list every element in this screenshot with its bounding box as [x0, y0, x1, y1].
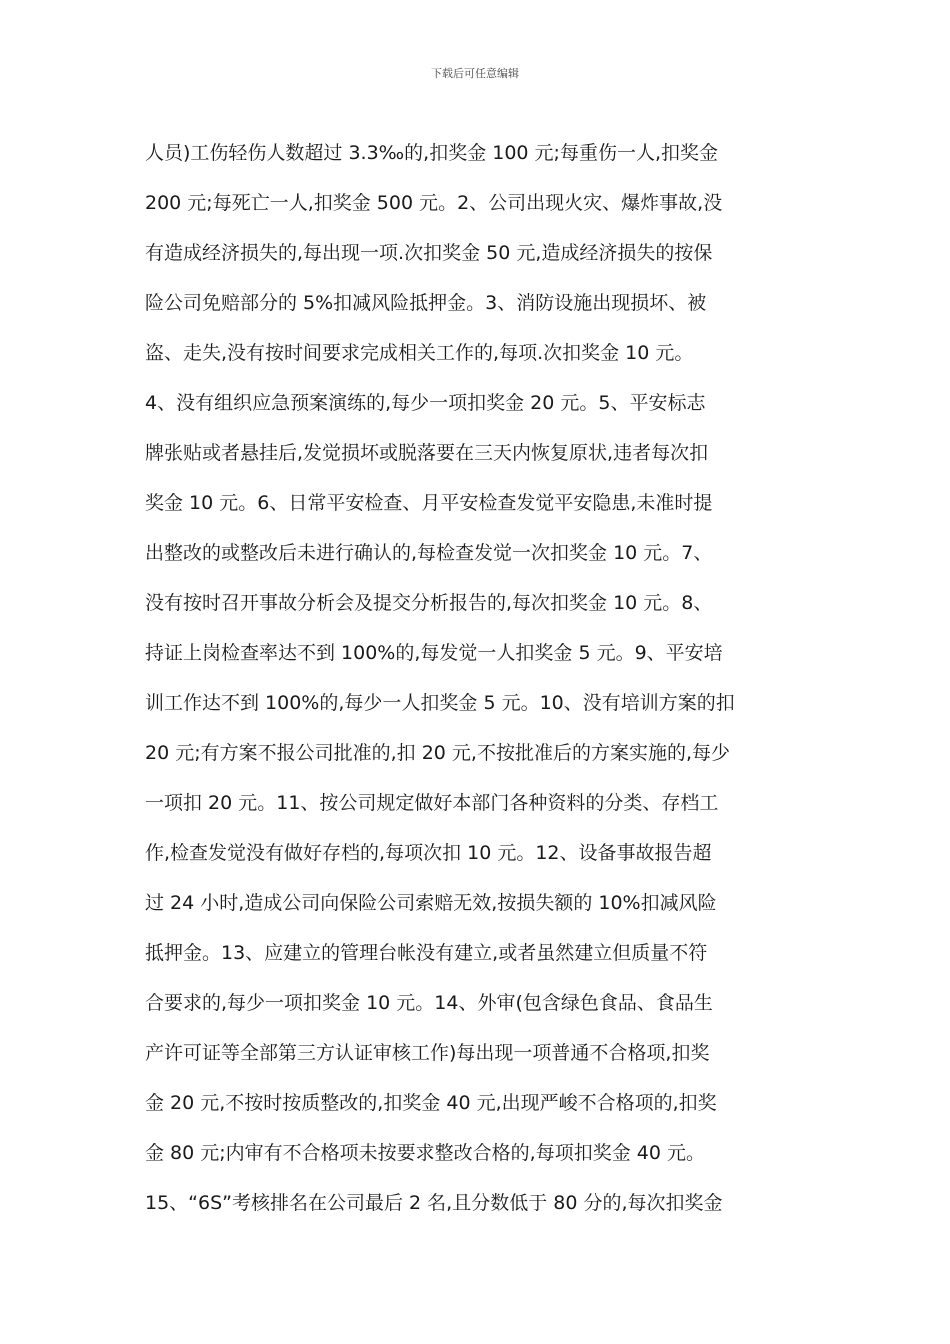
- body-line: 持证上岗检查率达不到 100%的,每发觉一人扣奖金 5 元。9、平安培: [145, 642, 723, 664]
- body-line: 抵押金。13、应建立的管理台帐没有建立,或者虽然建立但质量不符: [145, 942, 708, 964]
- body-line: 作,检查发觉没有做好存档的,每项次扣 10 元。12、设备事故报告超: [145, 842, 712, 864]
- page-header: 下载后可任意编辑: [431, 67, 519, 80]
- body-line: 牌张贴或者悬挂后,发觉损坏或脱落要在三天内恢复原状,违者每次扣: [145, 442, 709, 464]
- body-line: 20 元;有方案不报公司批准的,扣 20 元,不按批准后的方案实施的,每少: [145, 742, 730, 764]
- body-line: 没有按时召开事故分析会及提交分析报告的,每次扣奖金 10 元。8、: [145, 592, 713, 614]
- body-line: 合要求的,每少一项扣奖金 10 元。14、外审(包含绿色食品、食品生: [145, 992, 713, 1014]
- body-line: 过 24 小时,造成公司向保险公司索赔无效,按损失额的 10%扣减风险: [145, 892, 717, 914]
- body-line: 奖金 10 元。6、日常平安检查、月平安检查发觉平安隐患,未准时提: [145, 492, 713, 514]
- body-line: 人员)工伤轻伤人数超过 3.3‰的,扣奖金 100 元;每重伤一人,扣奖金: [145, 142, 718, 164]
- body-line: 200 元;每死亡一人,扣奖金 500 元。2、公司出现火灾、爆炸事故,没: [145, 192, 723, 214]
- body-line: 金 20 元,不按时按质整改的,扣奖金 40 元,出现严峻不合格项的,扣奖: [145, 1092, 717, 1114]
- body-line: 金 80 元;内审有不合格项未按要求整改合格的,每项扣奖金 40 元。: [145, 1142, 705, 1164]
- body-line: 4、没有组织应急预案演练的,每少一项扣奖金 20 元。5、平安标志: [145, 392, 706, 414]
- body-line: 出整改的或整改后未进行确认的,每检查发觉一次扣奖金 10 元。7、: [145, 542, 713, 564]
- body-line: 产许可证等全部第三方认证审核工作)每出现一项普通不合格项,扣奖: [145, 1042, 710, 1064]
- body-line: 一项扣 20 元。11、按公司规定做好本部门各种资料的分类、存档工: [145, 792, 719, 814]
- document-body: [145, 128, 825, 1228]
- body-line: 15、“6S”考核排名在公司最后 2 名,且分数低于 80 分的,每次扣奖金: [145, 1192, 723, 1214]
- body-line: 险公司免赔部分的 5%扣减风险抵押金。3、消防设施出现损坏、被: [145, 292, 707, 314]
- body-line: 训工作达不到 100%的,每少一人扣奖金 5 元。10、没有培训方案的扣: [145, 692, 735, 714]
- body-line: 盗、走失,没有按时间要求完成相关工作的,每项.次扣奖金 10 元。: [145, 342, 694, 364]
- body-line: 有造成经济损失的,每出现一项.次扣奖金 50 元,造成经济损失的按保: [145, 242, 713, 264]
